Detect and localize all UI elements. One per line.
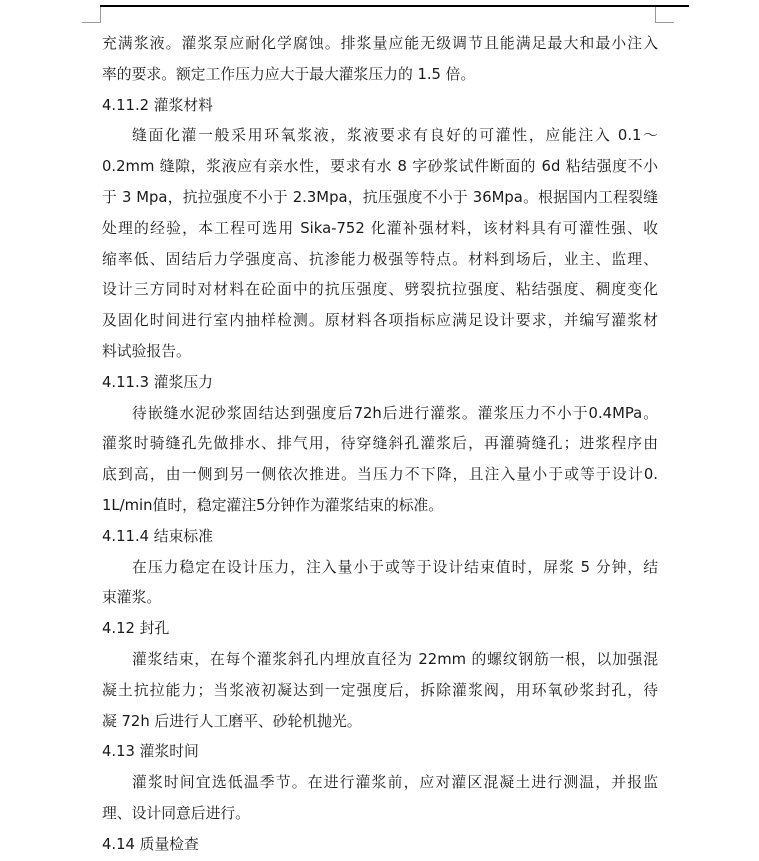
body-text-line: 理、设计同意后进行。	[102, 804, 250, 822]
body-text-line: 凝土抗拉能力；当浆液初凝达到一定强度后，拆除灌浆阀，用环氧砂浆封孔，待	[102, 681, 658, 699]
body-text-line: 底到高，由一侧到另一侧依次推进。当压力不下降，且注入量小于或等于设计0.	[102, 466, 658, 484]
body-text-line: 充满浆液。灌浆泵应耐化学腐蚀。排浆量应能无级调节且能满足最大和最小注入	[102, 35, 658, 52]
body-text-line: 灌浆时间宜选低温季节。在进行灌浆前，应对灌区混凝土进行测温，并报监	[132, 774, 658, 792]
section-heading: 4.11.3 灌浆压力	[102, 373, 213, 391]
document-body	[102, 29, 658, 861]
body-text-line: 率的要求。额定工作压力应大于最大灌浆压力的 1.5 倍。	[102, 65, 476, 83]
body-text-line: 灌浆结束，在每个灌浆斜孔内埋放直径为 22mm 的螺纹钢筋一根，以加强混	[132, 650, 658, 668]
body-text-line: 及固化时间进行室内抽样检测。原材料各项指标应满足设计要求，并编写灌浆材	[102, 312, 658, 330]
section-heading: 4.12 封孔	[102, 620, 170, 638]
body-text-line: 待嵌缝水泥砂浆固结达到强度后72h后进行灌浆。灌浆压力不小于0.4MPa。	[132, 404, 658, 422]
section-heading: 4.11.2 灌浆材料	[102, 96, 213, 114]
body-text-line: 1L/min值时，稳定灌注5分钟作为灌浆结束的标准。	[102, 496, 444, 514]
section-heading: 4.13 灌浆时间	[102, 743, 199, 761]
header-rule	[100, 5, 689, 7]
page-corner-mark-right	[655, 5, 674, 23]
body-text-line: 凝 72h 后进行人工磨平、砂轮机抛光。	[102, 712, 362, 730]
body-text-line: 在压力稳定在设计压力，注入量小于或等于设计结束值时，屏浆 5 分钟，结	[132, 558, 658, 576]
body-text-line: 缩率低、固结后力学强度高、抗渗能力极强等特点。材料到场后，业主、监理、	[102, 250, 658, 268]
body-text-line: 设计三方同时对材料在砼面中的抗压强度、劈裂抗拉强度、粘结强度、稠度变化	[102, 281, 658, 299]
body-text-line: 于 3 Mpa，抗拉强度不小于 2.3Mpa，抗压强度不小于 36Mpa。根据国内工程裂缝	[102, 188, 658, 206]
body-text-line: 束灌浆。	[102, 589, 162, 607]
section-heading: 4.11.4 结束标准	[102, 527, 213, 545]
body-text-line: 料试验报告。	[102, 342, 191, 360]
body-text-line: 缝面化灌一般采用环氧浆液，浆液要求有良好的可灌性，应能注入 0.1～	[132, 127, 658, 145]
page-corner-mark-left	[82, 5, 101, 23]
section-heading: 4.14 质量检查	[102, 835, 199, 853]
body-text-line: 灌浆时骑缝孔先做排水、排气用，待穿缝斜孔灌浆后，再灌骑缝孔；进浆程序由	[102, 435, 658, 453]
body-text-line: 处理的经验，本工程可选用 Sika-752 化灌补强材料，该材料具有可灌性强、收	[102, 219, 658, 237]
body-text-line: 0.2mm 缝隙，浆液应有亲水性，要求有水 8 字砂浆试件断面的 6d 粘结强度不小	[102, 158, 658, 176]
